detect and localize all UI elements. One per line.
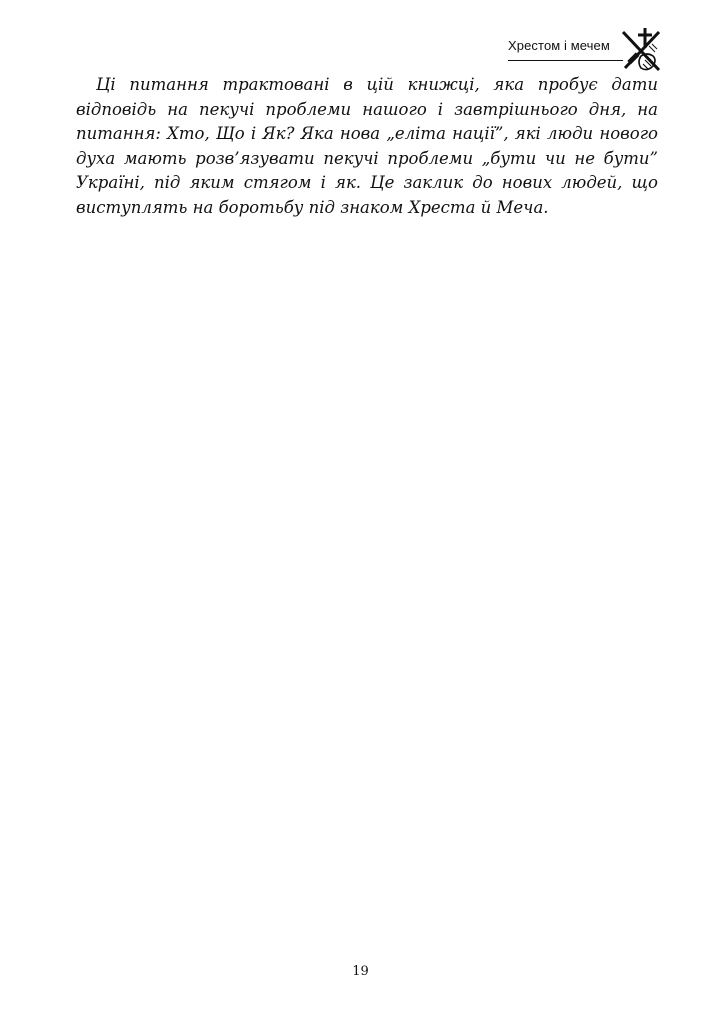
cross-and-sword-emblem-icon [619,26,663,76]
header-rule [508,60,623,61]
running-head-title: Хрестом і мечем [508,38,610,53]
page-number: 19 [352,964,369,979]
body-paragraph: Ці питання трактовані в цій книжці, яка пробує дати відповідь на пекучі проблеми нашого і завтрішнього дня, на питання: Хто, Що і Як? Яка нова „еліта нації”, які люди нового духа мають розв’язувати пекучі проблеми „бути чи не бути” Україні, під яким стягом і як. Це заклик до нових людей, що виступлять на боротьбу під знаком Хреста й Меча. [76,75,658,217]
